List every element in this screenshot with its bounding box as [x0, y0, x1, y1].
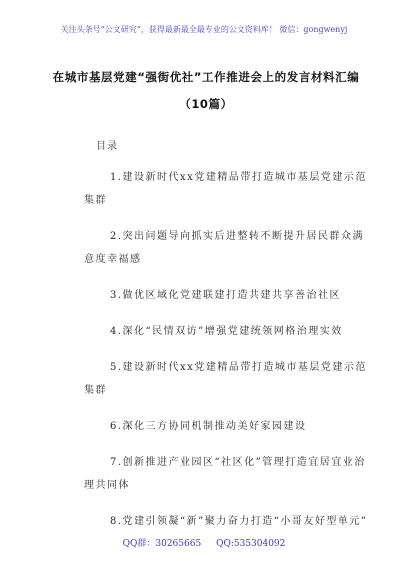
footer-qq-contact: QQ:535304092 — [216, 539, 286, 549]
footer-note — [0, 536, 408, 549]
toc-item-3: 3.做优区域化党建联建打造共建共享善治社区 — [110, 290, 342, 301]
toc-item-8: 8.党建引领凝“新”聚力奋力打造“小哥友好型单元” — [110, 516, 368, 527]
header-note: 关注头条号“公文研究”，获得最新最全最专业的公文资料库！ 微信：gongwenyj — [60, 25, 348, 34]
toc-item-2: 2.突出问题导向抓实后进整转不断提升居民群众满意度幸福感 — [84, 231, 365, 265]
toc-item-1: 1.建设新时代xx党建精品带打造城市基层党建示范集群 — [84, 172, 367, 206]
toc-item-6: 6.深化三方协同机制推动美好家园建设 — [110, 421, 307, 432]
footer-qq-group: QQ群：30265665 — [122, 539, 202, 549]
toc-item-4: 4.深化“民情双访”增强党建统领网格治理实效 — [110, 326, 343, 337]
table-of-contents — [84, 166, 370, 546]
toc-item-7: 7.创新推进产业园区“社区化”管理打造宜居宜业治理共同体 — [84, 457, 366, 491]
document-title: 在城市基层党建“强街优社”工作推进会上的发言材料汇编（10篇） — [52, 70, 360, 111]
toc-item-5: 5.建设新时代xx党建精品带打造城市基层党建示范集群 — [84, 362, 367, 396]
toc-heading: 目录 — [96, 141, 118, 152]
